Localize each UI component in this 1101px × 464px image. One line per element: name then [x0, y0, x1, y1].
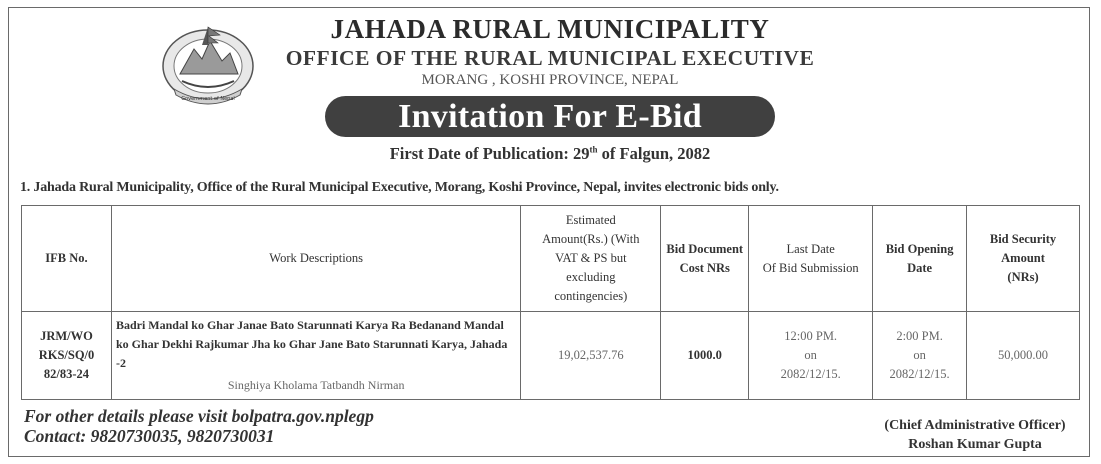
footer-contact-info [24, 406, 374, 446]
table-row [22, 312, 1080, 400]
officer-name: Roshan Kumar Gupta [908, 437, 1042, 452]
cell-estimated-amount: 19,02,537.76 [521, 312, 661, 400]
bid-table [21, 205, 1080, 400]
cell-opening-date: 2:00 PM. on 2082/12/15. [873, 312, 967, 400]
header-ifb: IFB No. [22, 206, 112, 312]
notice-title-banner: Invitation For E-Bid [325, 96, 775, 137]
cell-bid-security: 50,000.00 [967, 312, 1080, 400]
header-last-date: Last Date Of Bid Submission [749, 206, 873, 312]
office-name: OFFICE OF THE RURAL MUNICIPAL EXECUTIVE [285, 46, 815, 70]
header-estimated-amount: Estimated Amount(Rs.) (With VAT & PS but excluding contingencies) [521, 206, 661, 312]
officer-title: (Chief Administrative Officer) [884, 418, 1066, 433]
cell-last-date: 12:00 PM. on 2082/12/15. [749, 312, 873, 400]
header-bid-security-amount: Bid Security Amount (NRs) [967, 206, 1080, 312]
header-bid-opening-date: Bid Opening Date [873, 206, 967, 312]
publication-date [310, 144, 790, 164]
office-address: MORANG , KOSHI PROVINCE, NEPAL [421, 72, 679, 88]
header-bid-document-cost: Bid Document Cost NRs [661, 206, 749, 312]
publication-day: 29 [573, 144, 590, 163]
cell-work-description: Badri Mandal ko Ghar Janae Bato Starunnati Karya Ra Bedanand Mandal ko Ghar Dekhi Rajkumar Jha ko Ghar Jane Bato Starunnati Karya, Jahada -2 Singhiya Kholama Tatbandh Nirman [111, 312, 520, 400]
publication-month-year: of Falgun, 2082 [601, 144, 711, 163]
contact-numbers: Contact: 9820730035, 9820730031 [24, 426, 275, 446]
intro-paragraph: 1. Jahada Rural Municipality, Office of the Rural Municipal Executive, Morang, Koshi Province, Nepal, invites electronic bids only. [20, 180, 779, 195]
signatory [860, 416, 1090, 454]
publication-day-suffix: th [589, 144, 598, 155]
cell-ifb-no: JRM/WO RKS/SQ/0 82/83-24 [22, 312, 112, 400]
cell-doc-cost: 1000.0 [661, 312, 749, 400]
svg-text:Government of Nepal: Government of Nepal [181, 96, 235, 102]
table-header-row [22, 206, 1080, 312]
publication-label: First Date of Publication: [389, 144, 569, 163]
header-work-descriptions: Work Descriptions [111, 206, 520, 312]
details-link-text: For other details please visit bolpatra.gov.nplegp [24, 406, 374, 426]
municipality-name: JAHADA RURAL MUNICIPALITY [330, 14, 770, 44]
